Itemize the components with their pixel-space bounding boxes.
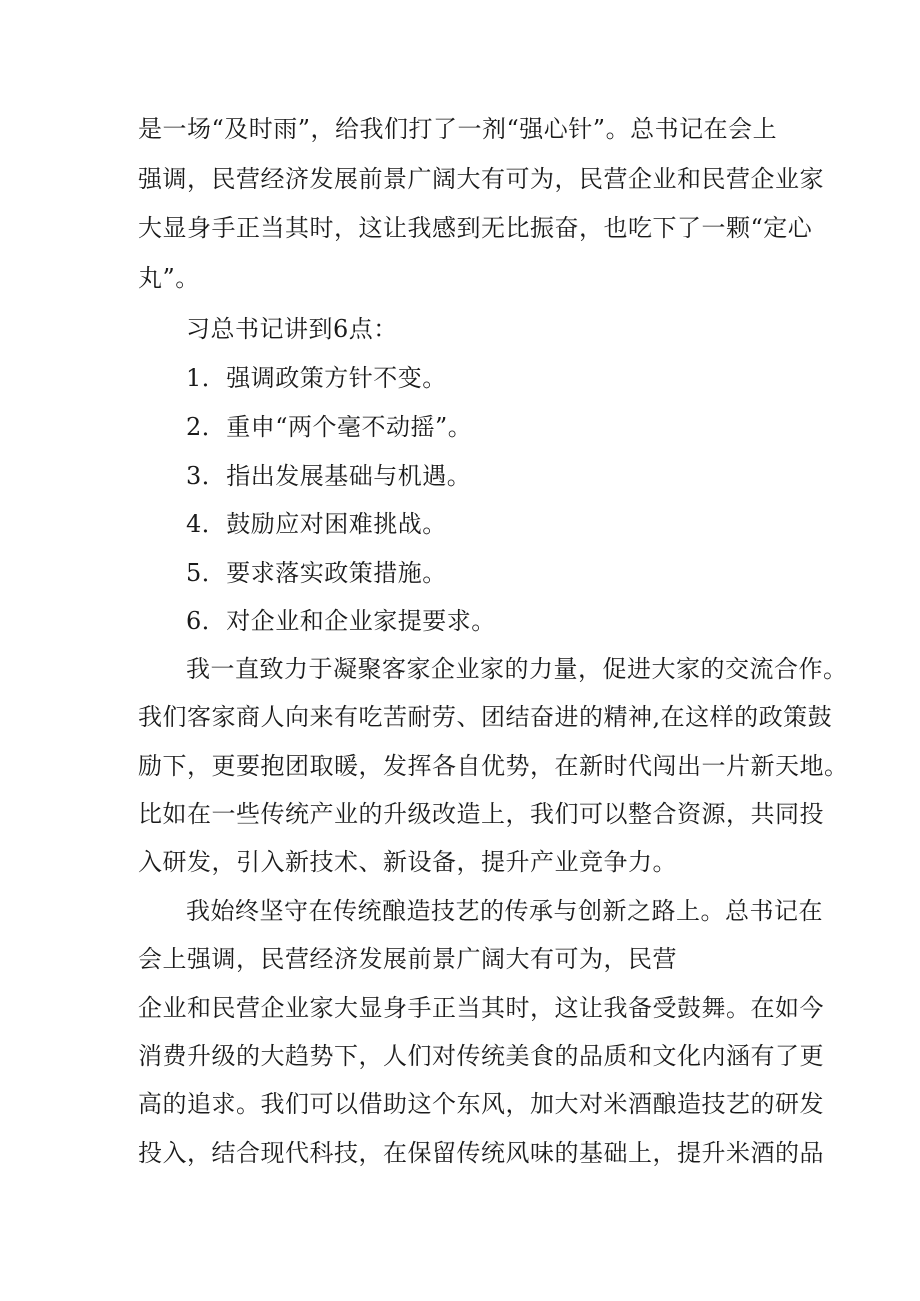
list-item: 1．强调政策方针不变。 [186,364,447,392]
list-item: 3．指出发展基础与机遇。 [186,462,472,490]
text-line: 丸”。 [138,264,200,292]
text-line: 大显身手正当其时，这让我感到无比振奋，也吃下了一颗“定心 [138,214,813,242]
text-line: 投入，结合现代科技，在保留传统风味的基础上，提升米酒的品 [138,1139,824,1167]
list-item: 6．对企业和企业家提要求。 [186,607,496,635]
text-line: 我一直致力于凝聚客家企业家的力量，促进大家的交流合作。 [186,655,848,683]
text-line: 比如在一些传统产业的升级改造上，我们可以整合资源，共同投 [138,800,824,828]
text-line: 我们客家商人向来有吃苦耐劳、团结奋进的精神,在这样的政策鼓 [138,703,833,731]
text-line: 入研发，引入新技术、新设备，提升产业竞争力。 [138,848,677,876]
text-line: 高的追求。我们可以借助这个东风，加大对米酒酿造技艺的研发 [138,1090,824,1118]
list-item: 5．要求落实政策措施。 [186,559,447,587]
list-item: 2．重申“两个毫不动摇”。 [186,413,473,441]
text-line: 我始终坚守在传统酿造技艺的传承与创新之路上。总书记在 [186,897,823,925]
list-item: 4．鼓励应对困难挑战。 [186,510,447,538]
text-line: 励下，更要抱团取暖，发挥各自优势，在新时代闯出一片新天地。 [138,752,849,780]
text-line: 会上强调，民营经济发展前景广阔大有可为，民营 [138,945,677,973]
list-intro: 习总书记讲到6点： [186,315,398,343]
text-line: 企业和民营企业家大显身手正当其时，这让我备受鼓舞。在如今 [138,994,824,1022]
text-line: 强调，民营经济发展前景广阔大有可为，民营企业和民营企业家 [138,165,824,193]
text-line: 消费升级的大趋势下，人们对传统美食的品质和文化内涵有了更 [138,1042,824,1070]
text-line: 是一场“及时雨”，给我们打了一剂“强心针”。总书记在会上 [138,115,778,143]
